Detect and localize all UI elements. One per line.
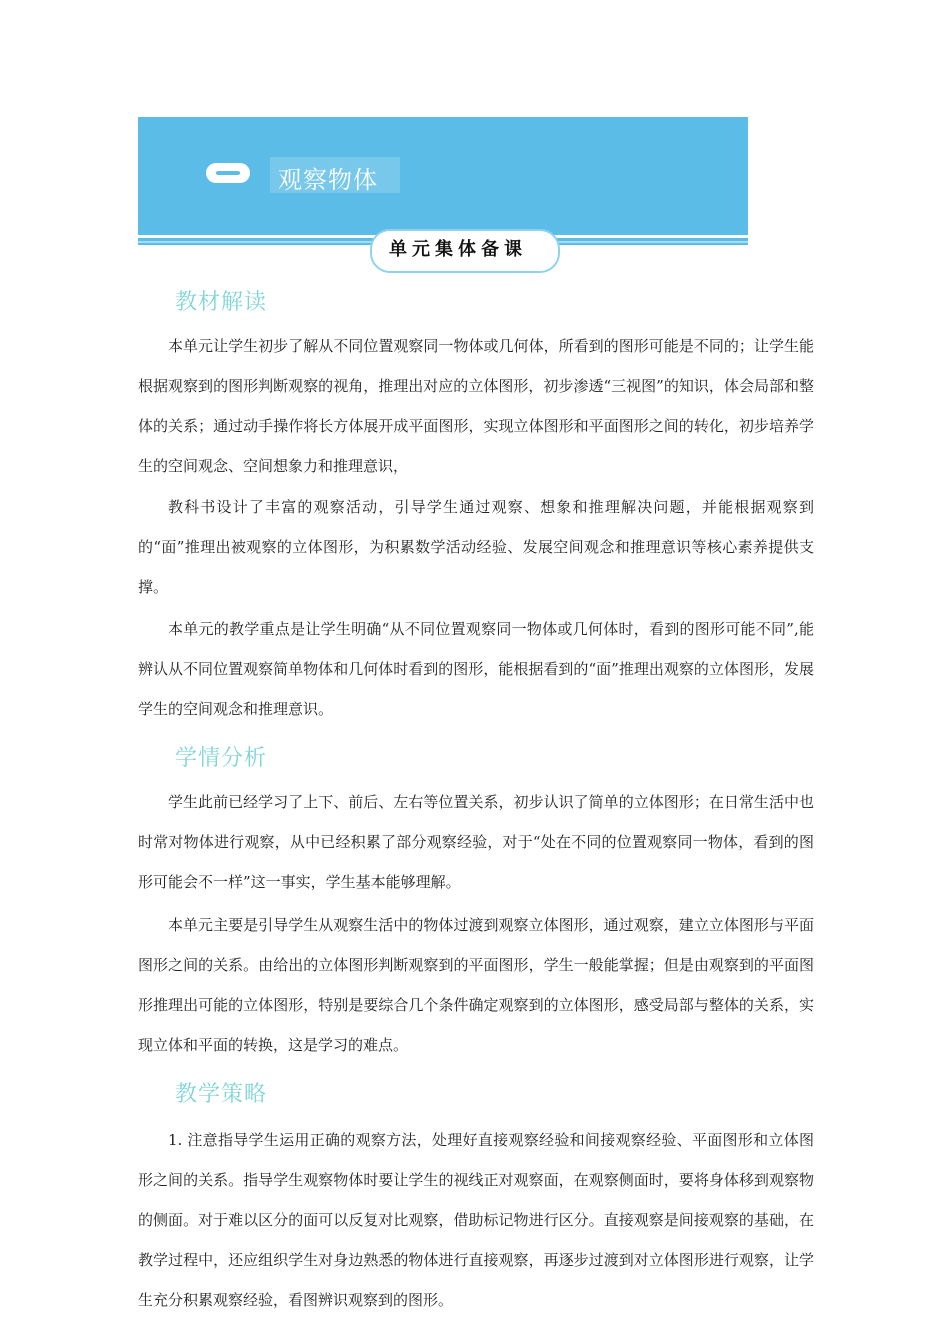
unit-banner xyxy=(138,117,748,260)
unit-number-badge xyxy=(206,163,250,183)
unit-title: 观察物体 xyxy=(278,166,378,194)
section-heading-student-analysis: 学情分析 xyxy=(175,746,268,771)
paragraph: 本单元主要是引导学生从观察生活中的物体过渡到观察立体图形，通过观察，建立立体图形与平面图形之间的关系。由给出的立体图形判断观察到的平面图形，学生一般能掌握；但是由观察到的平面图形推理出可能的立体图形，特别是要综合几个条件确定观察到的立体图形，感受局部与整体的关系，实现立体和平面的转换，这是学习的难点。 xyxy=(138,916,814,1054)
paragraph: 学生此前已经学习了上下、前后、左右等位置关系，初步认识了简单的立体图形；在日常生活中也时常对物体进行观察，从中已经积累了部分观察经验，对于“处在不同的位置观察同一物体，看到的图形可能会不一样”这一事实，学生基本能够理解。 xyxy=(138,793,814,891)
paragraph: 1. 注意指导学生运用正确的观察方法，处理好直接观察经验和间接观察经验、平面图形和立体图形之间的关系。指导学生观察物体时要让学生的视线正对观察面，在观察侧面时，要将身体移到观察物的侧面。对于难以区分的面可以反复对比观察，借助标记物进行区分。直接观察是间接观察的基础，在教学过程中，还应组织学生对身边熟悉的物体进行直接观察，再逐步过渡到对立体图形进行观察，让学生充分积累观察经验，看图辨识观察到的图形。 xyxy=(138,1131,814,1309)
section-heading-teaching-strategy: 教学策略 xyxy=(175,1082,268,1107)
paragraph: 本单元的教学重点是让学生明确“从不同位置观察同一物体或几何体时，看到的图形可能不同”,能辨认从不同位置观察简单物体和几何体时看到的图形，能根据看到的“面”推理出观察的立体图形，发展学生的空间观念和推理意识。 xyxy=(138,620,814,718)
section-heading-textbook: 教材解读 xyxy=(175,290,268,315)
paragraph: 本单元让学生初步了解从不同位置观察同一物体或几何体，所看到的图形可能是不同的；让学生能根据观察到的图形判断观察的视角，推理出对应的立体图形，初步渗透“三视图”的知识，体会局部和整体的关系；通过动手操作将长方体展开成平面图形，实现立体图形和平面图形之间的转化，初步培养学生的空间观念、空间想象力和推理意识， xyxy=(138,337,814,475)
paragraph: 教科书设计了丰富的观察活动，引导学生通过观察、想象和推理解决问题，并能根据观察到的“面”推理出被观察的立体图形，为积累数学活动经验、发展空间观念和推理意识等核心素养提供支撑。 xyxy=(138,498,814,596)
unit-number-dash-icon xyxy=(216,171,240,175)
tag-label: 单元集体备课 xyxy=(389,239,527,260)
